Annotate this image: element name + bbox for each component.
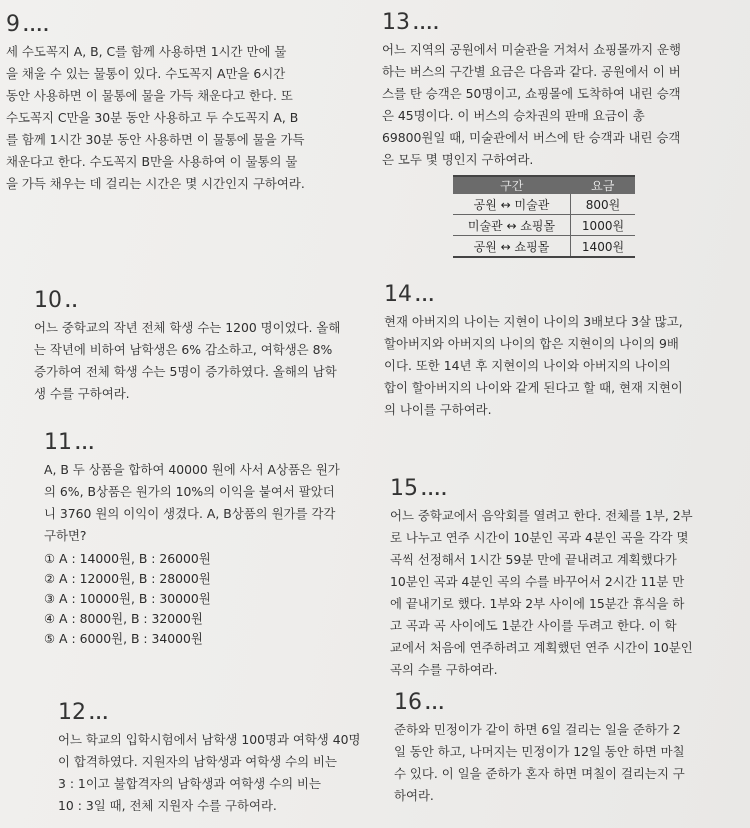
- fare-cell: 1400원: [571, 236, 636, 258]
- problem-number-text: 11: [44, 430, 72, 455]
- problem-text: 어느 중학교의 작년 전체 학생 수는 1200 명이었다. 올해 는 작년에 비하여 남학생은 6% 감소하고, 여학생은 8% 증가하여 전체 학생 수는 5명이 증가하였다. 올해의 남학 생 수를 구하여라.: [34, 320, 341, 401]
- problem-number: [394, 690, 734, 717]
- problem-14: [384, 282, 736, 421]
- table-row: [453, 236, 635, 258]
- problem-number-text: 15: [390, 476, 418, 501]
- problem-number: [390, 476, 738, 503]
- difficulty-dots: ....: [23, 17, 50, 35]
- header-fare: 요금: [571, 176, 636, 194]
- problem-16: [394, 690, 734, 807]
- difficulty-dots: ..: [65, 293, 79, 311]
- problem-text: 세 수도꼭지 A, B, C를 함께 사용하면 1시간 만에 물 을 채울 수 있는 물통이 있다. 수도꼭지 A만을 6시간 동안 사용하면 이 물통에 물을 가득 채운다고 한다. 또 수도꼭지 C만을 30분 동안 사용하고 두 수도꼭지 A, B 를 함께 1시간 30분 동안 사용하면 이 물통에 물을 가득 채운다고 한다. 수도꼭지 B만을 사용하여 이 물통의 물 을 가득 채우는 데 걸리는 시간은 몇 시간인지 구하여라.: [6, 44, 305, 191]
- problem-number-text: 14: [384, 282, 412, 307]
- difficulty-dots: ...: [75, 435, 96, 453]
- problem-text: 어느 학교의 입학시험에서 남학생 100명과 여학생 40명 이 합격하였다. 지원자의 남학생과 여학생 수의 비는 3 : 1이고 불합격자의 남학생과 여학생 수의 비는 10 : 3일 때, 전체 지원자 수를 구하여라.: [58, 732, 361, 813]
- problem-number-text: 10: [34, 288, 62, 313]
- difficulty-dots: ...: [415, 287, 436, 305]
- fare-cell: 800원: [571, 194, 636, 215]
- problem-12: [58, 700, 378, 817]
- problem-number: [34, 288, 364, 315]
- fare-table: [453, 175, 635, 258]
- problem-9: [6, 12, 358, 195]
- problem-number-text: 12: [58, 700, 86, 725]
- problem-number: [58, 700, 378, 727]
- difficulty-dots: ...: [425, 695, 446, 713]
- problem-10: [34, 288, 364, 405]
- problem-number: [6, 12, 358, 39]
- problem-number: [44, 430, 374, 457]
- problem-text: 현재 아버지의 나이는 지현이 나이의 3배보다 3살 많고, 할아버지와 아버지의 나이의 합은 지현이의 나이의 9배 이다. 또한 14년 후 지현이의 나이와 아버지의 나이의 합이 할아버지의 나이와 같게 된다고 할 때, 현재 지현이 의 나이를 구하여라.: [384, 314, 683, 417]
- problem-number-text: 9: [6, 12, 20, 37]
- problem-number: [384, 282, 736, 309]
- fare-table-header: [453, 176, 635, 194]
- segment-cell: 공원 ↔ 미술관: [453, 194, 571, 215]
- choice-4[interactable]: ④ A : 8000원, B : 32000원: [44, 611, 203, 626]
- difficulty-dots: ....: [421, 481, 448, 499]
- problem-number-text: 16: [394, 690, 422, 715]
- segment-cell: 공원 ↔ 쇼핑몰: [453, 236, 571, 258]
- problem-number: [382, 10, 734, 37]
- problem-text: 어느 중학교에서 음악회를 열려고 한다. 전체를 1부, 2부 로 나누고 연주 시간이 10분인 곡과 4분인 곡을 각각 몇 곡씩 선정해서 1시간 59분 만에 끝내려고 계획했다가 10분인 곡과 4분인 곡의 수를 바꾸어서 2시간 11분 만 에 끝내기로 했다. 1부와 2부 사이에 15분간 휴식을 하 고 곡과 곡 사이에도 1분간 사이를 두려고 한다. 이 학 교에서 처음에 연주하려고 계획했던 연주 시간이 10분인 곡의 수를 구하여라.: [390, 508, 693, 677]
- problem-text: A, B 두 상품을 합하여 40000 원에 사서 A상품은 원가 의 6%, B상품은 원가의 10%의 이익을 붙여서 팔았더 니 3760 원의 이익이 생겼다. A, B상품의 원가를 각각 구하면?: [44, 462, 340, 543]
- problem-number-text: 13: [382, 10, 410, 35]
- problem-13: [382, 10, 734, 171]
- problem-text: 어느 지역의 공원에서 미술관을 거쳐서 쇼핑몰까지 운행 하는 버스의 구간별 요금은 다음과 같다. 공원에서 이 버 스를 탄 승객은 50명이고, 쇼핑몰에 도착하여 내린 승객 은 45명이다. 이 버스의 승차권의 판매 요금이 총 69800원일 때, 미술관에서 버스에 탄 승객과 내린 승객 은 모두 몇 명인지 구하여라.: [382, 42, 681, 167]
- choice-2[interactable]: ② A : 12000원, B : 28000원: [44, 571, 211, 586]
- table-row: [453, 215, 635, 236]
- choice-5[interactable]: ⑤ A : 6000원, B : 34000원: [44, 631, 203, 646]
- segment-cell: 미술관 ↔ 쇼핑몰: [453, 215, 571, 236]
- difficulty-dots: ....: [413, 15, 440, 33]
- fare-cell: 1000원: [571, 215, 636, 236]
- problem-11: [44, 430, 374, 649]
- difficulty-dots: ...: [89, 705, 110, 723]
- answer-choices: [44, 549, 374, 649]
- header-segment: 구간: [453, 176, 571, 194]
- table-row: [453, 194, 635, 215]
- problem-15: [390, 476, 738, 681]
- choice-3[interactable]: ③ A : 10000원, B : 30000원: [44, 591, 211, 606]
- choice-1[interactable]: ① A : 14000원, B : 26000원: [44, 551, 211, 566]
- problem-text: 준하와 민정이가 같이 하면 6일 걸리는 일을 준하가 2 일 동안 하고, 나머지는 민정이가 12일 동안 하면 마칠 수 있다. 이 일을 준하가 혼자 하면 며칠이 걸리는지 구 하여라.: [394, 722, 685, 803]
